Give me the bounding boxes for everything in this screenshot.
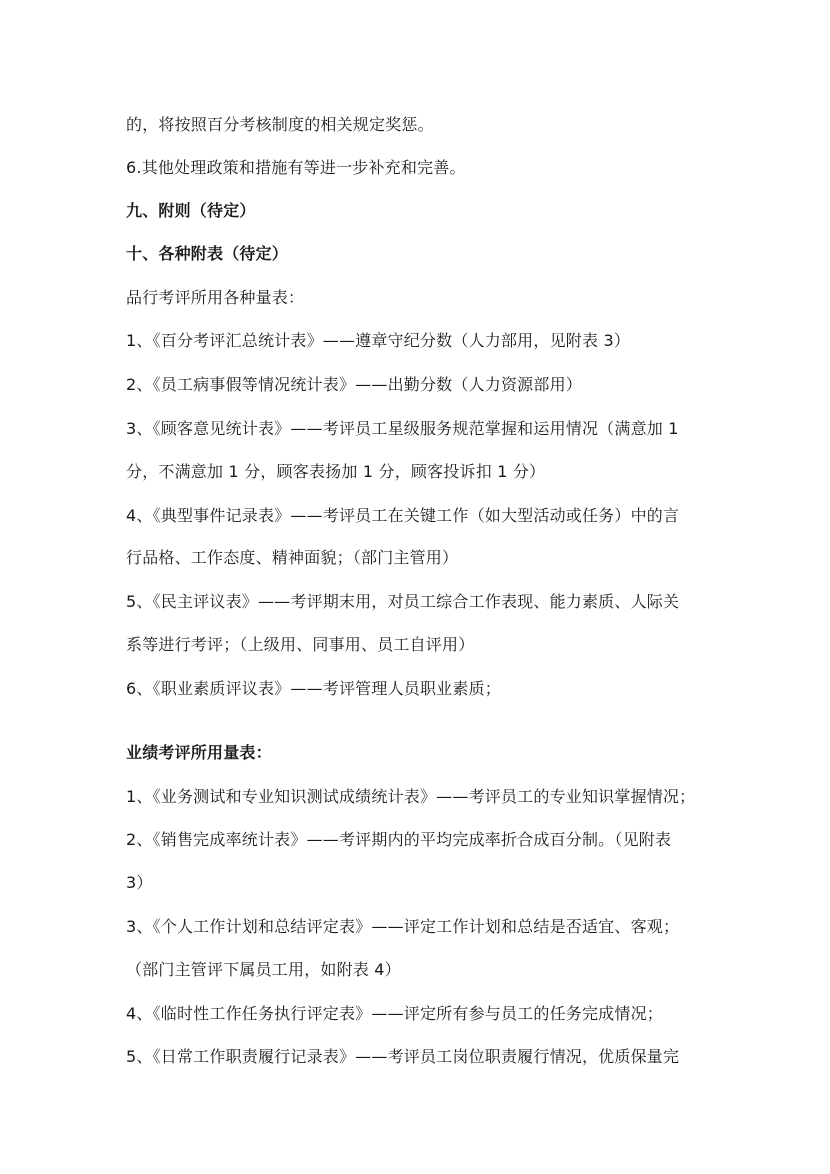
- performance-item-4: 4、《临时性工作任务执行评定表》——评定所有参与员工的任务完成情况；: [126, 1004, 663, 1023]
- performance-item-3: 3、《个人工作计划和总结评定表》——评定工作计划和总结是否适宜、客观；: [126, 917, 680, 936]
- conduct-item-4: 4、《典型事件记录表》——考评员工在关键工作（如大型活动或任务）中的言: [126, 506, 680, 525]
- conduct-scales-intro: 品行考评所用各种量表：: [126, 288, 305, 307]
- performance-item-2-cont: 3）: [126, 873, 153, 892]
- section-heading-10: 十、各种附表（待定）: [126, 244, 289, 263]
- conduct-item-5-cont: 系等进行考评；（上级用、同事用、员工自评用）: [126, 635, 475, 654]
- section-heading-9: 九、附则（待定）: [126, 201, 256, 220]
- performance-item-3-cont: （部门主管评下属员工用，如附表 4）: [126, 960, 401, 979]
- performance-item-2: 2、《销售完成率统计表》——考评期内的平均完成率折合成百分制。（见附表: [126, 830, 672, 849]
- performance-item-5: 5、《日常工作职责履行记录表》——考评员工岗位职责履行情况，优质保量完: [126, 1047, 680, 1066]
- performance-item-1: 1、《业务测试和专业知识测试成绩统计表》——考评员工的专业知识掌握情况；: [126, 787, 696, 806]
- performance-scales-heading: 业绩考评所用量表：: [126, 743, 272, 762]
- conduct-item-6: 6、《职业素质评议表》——考评管理人员职业素质；: [126, 679, 501, 698]
- text-line-1: 的，将按照百分考核制度的相关规定奖惩。: [126, 115, 434, 134]
- conduct-item-1: 1、《百分考评汇总统计表》——遵章守纪分数（人力部用，见附表 3）: [126, 331, 631, 350]
- conduct-item-5: 5、《民主评议表》——考评期末用，对员工综合工作表现、能力素质、人际关: [126, 592, 680, 611]
- conduct-item-3-cont: 分，不满意加 1 分，顾客表扬加 1 分，顾客投诉扣 1 分）: [126, 462, 546, 481]
- text-line-2: 6.其他处理政策和措施有等进一步补充和完善。: [126, 158, 466, 177]
- conduct-item-2: 2、《员工病事假等情况统计表》——出勤分数（人力资源部用）: [126, 375, 582, 394]
- conduct-item-4-cont: 行品格、工作态度、精神面貌；（部门主管用）: [126, 548, 459, 567]
- conduct-item-3: 3、《顾客意见统计表》——考评员工星级服务规范掌握和运用情况（满意加 1: [126, 419, 679, 438]
